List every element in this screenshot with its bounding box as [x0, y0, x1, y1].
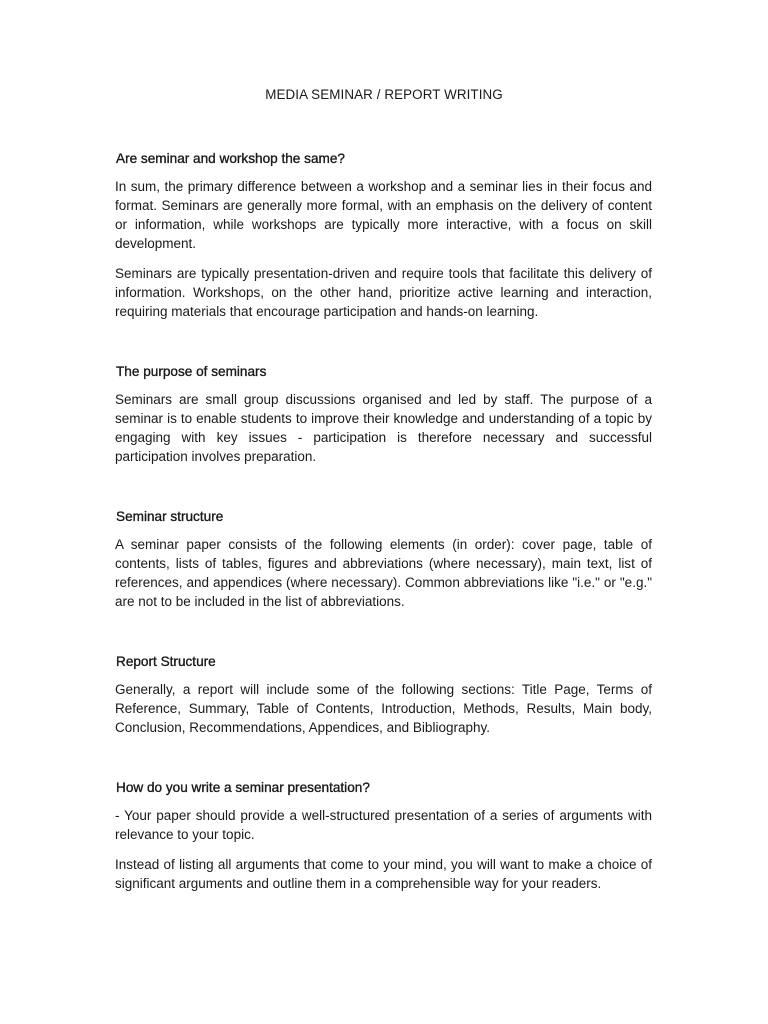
- section-heading: Report Structure: [116, 654, 216, 669]
- paragraph: Generally, a report will include some of the following sections: Title Page, Terms of Reference, Summary, Table of Contents, Introduction, Methods, Results, Main body, Conclusion, Recommendations, Appendices, and Bibliography.: [115, 682, 652, 735]
- paragraph: Seminars are small group discussions organised and led by staff. The purpose of a seminar is to enable students to improve their knowledge and understanding of a topic by engaging with key issues - participation is therefore necessary and successful participation involves preparation.: [115, 392, 652, 464]
- section-heading: Seminar structure: [116, 509, 224, 524]
- paragraph: In sum, the primary difference between a workshop and a seminar lies in their focus and format. Seminars are generally more formal, with an emphasis on the delivery of content or information, while workshops are typically more interactive, with a focus on skill development.: [115, 179, 652, 251]
- section-heading: Are seminar and workshop the same?: [116, 151, 345, 166]
- section-seminar-presentation: [115, 778, 652, 893]
- document-title: MEDIA SEMINAR / REPORT WRITING: [265, 87, 503, 102]
- section-seminar-vs-workshop: [115, 149, 652, 321]
- paragraph: Seminars are typically presentation-driven and require tools that facilitate this delivery of information. Workshops, on the other hand, prioritize active learning and interaction, requiring materials that encourage participation and hands-on learning.: [115, 266, 652, 319]
- paragraph: Instead of listing all arguments that come to your mind, you will want to make a choice of significant arguments and outline them in a comprehensible way for your readers.: [115, 857, 652, 891]
- section-seminar-structure: [115, 507, 652, 611]
- document-body: [115, 149, 652, 904]
- section-purpose-of-seminars: [115, 362, 652, 466]
- section-heading: The purpose of seminars: [116, 364, 267, 379]
- section-report-structure: [115, 652, 652, 737]
- paragraph: - Your paper should provide a well-structured presentation of a series of arguments with relevance to your topic.: [115, 808, 652, 842]
- section-heading: How do you write a seminar presentation?: [116, 780, 370, 795]
- paragraph: A seminar paper consists of the following elements (in order): cover page, table of contents, lists of tables, figures and abbreviations (where necessary), main text, list of references, and appendices (where necessary). Common abbreviations like "i.e." or "e.g." are not to be included in the list of abbreviations.: [115, 537, 652, 609]
